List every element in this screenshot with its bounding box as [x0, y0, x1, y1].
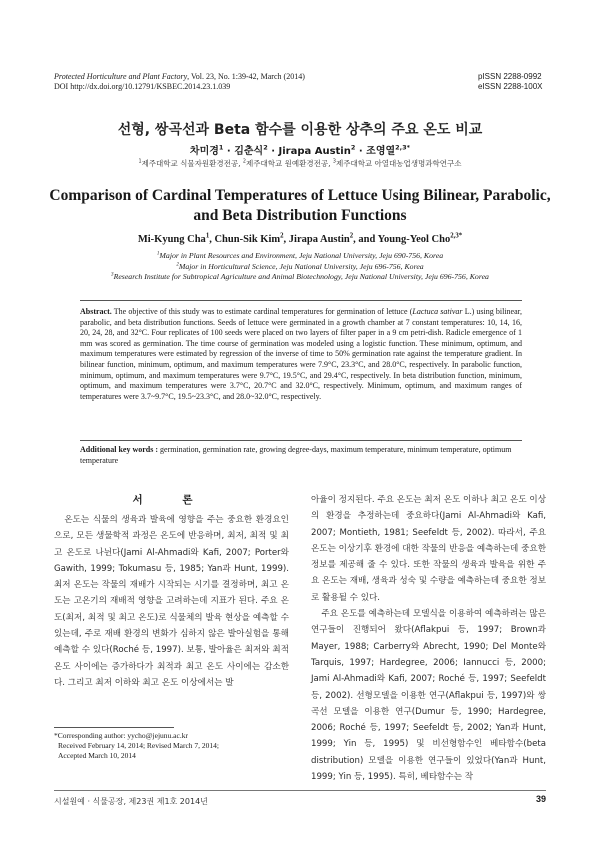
- affil-sup: 3: [111, 271, 114, 278]
- species-name: Lactuca sativar: [412, 307, 463, 316]
- keywords-text: germination, germination rate, growing degree-days, maximum temperature, minimum temperature, optimum temperature: [80, 445, 512, 465]
- en-author-sup: 2: [280, 232, 284, 240]
- affil-sup: 1: [138, 158, 142, 165]
- footer-rule: [54, 790, 546, 791]
- body-left-column: [54, 512, 289, 691]
- footer-journal: 시설원예 · 식물공장, 제23권 제1호 2014년: [54, 797, 208, 806]
- abstract-top-rule: [80, 300, 522, 301]
- body-paragraph: 온도는 식물의 생육과 발육에 영향을 주는 중요한 환경요인으로, 모든 생물학적 과정은 온도에 반응하며, 최저, 최적 및 최고 온도로 나뉜다(Jami Al-Ahmadi와 Kafi, 2007; Porter와 Gawith, 1999; Tokumasu 등, 1985; Yan과 Hunt, 1999). 최저 온도는 작물의 재배가 시작되는 시기를 결정하며, 최고 온도는 고온기의 재배적 영향을 고려하는데 지표가 된다. 주요 온도(최저, 최적 및 최고 온도)로 식물체의 발육 현상을 예측할 수 있는데, 주로 재배 환경의 변화가 심하지 않은 발아실험을 통해 예측할 수 있다(Roché 등, 1997). 보통, 발아율은 최저와 최적온도 사이에는 증가하다가 최적과 최고 온도 사이에는 감소한다. 그리고 최저 이하와 최고 온도 이상에서는 발: [54, 515, 289, 688]
- kr-author-sup: 1: [218, 143, 224, 152]
- author-separator: , and: [353, 234, 378, 245]
- kr-affiliation: 제주대학교 아열대농업생명과학연구소: [335, 159, 462, 168]
- abstract-bottom-rule: [80, 440, 522, 441]
- korean-authors: [0, 142, 600, 157]
- kr-affiliation: 제주대학교 원예환경전공,: [246, 159, 333, 168]
- english-authors: [0, 234, 600, 245]
- body-right-column: [311, 492, 546, 785]
- footnote-rule: [54, 727, 174, 728]
- journal-citation: , Vol. 23, No. 1:39-42, March (2014): [187, 72, 305, 81]
- kr-author-sup: 2: [263, 143, 268, 152]
- body-paragraph: 주요 온도를 예측하는데 모델식을 이용하여 예측하려는 많은 연구들이 진행되어 왔다(Aflakpui 등, 1997; Brown과 Mayer, 1988; Carberry와 Abrecht, 1990; Del Monte와 Tarquis, 1997; Hardegree, 2006; Iannucci 등, 2000; Jami Al-Ahmadi와 Kafi, 2007; Roché 등, 1997; Seefeldt 등, 2002). 선형모델을 이용한 연구(Aflakpui 등, 1997)와 쌍곡선 모델을 이용한 연구(Dumur 등, 1990; Hardegree, 2006; Roché 등, 1997; Seefeldt 등, 2002; Yan과 Hunt, 1999; Yin 등, 1995) 및 비선형함수인 베타함수(beta distribution) 모델을 이용한 연구들이 있었다(Yan과 Hunt, 1999; Yin 등, 1995). 특히, 베타함수는 작: [311, 609, 546, 783]
- body-paragraph: 아율이 정지된다. 주요 온도는 최저 온도 이하나 최고 온도 이상의 환경을 추정하는데 중요하다(Jami Al-Ahmadi와 Kafi, 2007; Montieth, 1981; Seefeldt 등, 2002). 따라서, 주요 온도는 이상기후 환경에 대한 작물의 반응을 예측하는데 중요한 정보를 제공해 줄 수 있다. 또한 작물의 생육과 발육을 위한 주요 온도는 재배, 생육과 성숙 및 수량을 예측하는데 중요한 정보로 활용될 수 있다.: [311, 495, 546, 603]
- kr-affiliation: 제주대학교 식물자원환경전공,: [141, 159, 243, 168]
- kr-author: 조영열: [366, 146, 396, 157]
- kr-author: 김춘식: [234, 146, 264, 157]
- journal-name: Protected Horticulture and Plant Factory: [54, 72, 188, 81]
- korean-title: 선형, 쌍곡선과 Beta 함수를 이용한 상추의 주요 온도 비교: [117, 122, 483, 138]
- en-affiliation: [40, 272, 560, 283]
- author-separator: ,: [209, 234, 215, 245]
- abstract-label: Abstract.: [80, 307, 112, 316]
- page-number: 39: [535, 794, 546, 804]
- en-author: Mi-Kyung Cha: [137, 234, 206, 245]
- pissn: pISSN 2288-0992: [478, 72, 542, 81]
- en-author: Jirapa Austin: [288, 234, 350, 245]
- en-author-sup: 2: [349, 232, 354, 240]
- doi-link[interactable]: DOI http://dx.doi.org/10.12791/KSBEC.2014.23.1.039: [54, 82, 231, 91]
- keywords: [80, 445, 522, 466]
- kr-author: 차미경: [189, 146, 219, 157]
- section-heading: 서 론: [132, 494, 211, 506]
- affil-sup: 3: [332, 158, 336, 165]
- kr-author-sup: 2: [350, 143, 356, 152]
- abstract-text: The objective of this study was to estimate cardinal temperatures for germination of lettuce (: [111, 307, 413, 316]
- journal-header: [54, 72, 305, 92]
- author-separator: ·: [271, 146, 276, 157]
- eissn: eISSN 2288-100X: [478, 82, 543, 91]
- en-author-sup: 1: [205, 232, 210, 240]
- author-separator: ·: [358, 146, 363, 157]
- accepted-date: Accepted March 10, 2014: [58, 751, 136, 760]
- kr-author-sup: 2,3*: [395, 143, 411, 152]
- en-affiliation: [40, 251, 560, 262]
- author-separator: ,: [283, 234, 289, 245]
- english-affiliations: [40, 251, 560, 283]
- en-author: Chun-Sik Kim: [214, 234, 281, 245]
- issn-block: [478, 72, 548, 92]
- footnote: [54, 731, 289, 761]
- english-title: Comparison of Cardinal Temperatures of Lettuce Using Bilinear, Parabolic, and Beta Distribution Functions: [49, 187, 551, 224]
- korean-affiliations: [0, 158, 600, 169]
- author-separator: ·: [226, 146, 231, 157]
- received-date: Received February 14, 2014; Revised March 7, 2014;: [58, 741, 220, 750]
- abstract-text: L.) using bilinear, parabolic, and beta distribution functions. Seeds of lettuce were germinated in a growth chamber at 7 constant temperatures: 10, 14, 16, 20, 24, 28, and 32°C. Four replicates of 100 seeds were placed on two layers of filter paper in a 9 cm petri-dish. Radicle emergence of 1 mm was scored as germination. The time course of germination was modeled using a logistic function. These minimum, optimum, and maximum temperatures were estimated by regression of the inverse of time to 50% germination rate against the temperature gradient. In bilinear function, minimum, optimum, and maximum temperatures were 7.9°C, 23.3°C, and 28.0°C, respectively. In parabolic function, minimum, optimum, and maximum temperatures were 9.7°C, 19.5°C, and 29.4°C, respectively. In beta distribution function, minimum, optimum, and maximum temperatures were 3.7°C, 20.7°C and 32.0°C, respectively. Minimum, optimum, and maximum ranges of temperatures were 3.7~9.7°C, 19.5~23.3°C, and 28.0~32.0°C, respectively.: [80, 307, 523, 401]
- keywords-label: Additional key words :: [80, 445, 159, 454]
- affil-sup: 1: [156, 250, 160, 257]
- en-author: Young-Yeol Cho: [377, 234, 451, 245]
- en-affiliation-text: Research Institute for Subtropical Agriculture and Animal Biotechnology, Jeju National University, Jeju 696-756, Korea: [113, 272, 489, 281]
- abstract: [80, 307, 522, 402]
- kr-author: Jirapa Austin: [278, 146, 351, 157]
- affil-sup: 2: [242, 158, 246, 165]
- en-affiliation-text: Major in Plant Resources and Environment, Jeju National University, Jeju 690-756, Korea: [159, 251, 444, 260]
- en-affiliation-text: Major in Horticultural Science, Jeju National University, Jeju 696-756, Korea: [178, 261, 424, 271]
- affil-sup: 2: [176, 260, 179, 267]
- corresponding-author: *Corresponding author: yycho@jejunu.ac.kr: [54, 731, 188, 740]
- en-author-sup: 2,3*: [450, 232, 463, 240]
- en-affiliation: [40, 262, 560, 273]
